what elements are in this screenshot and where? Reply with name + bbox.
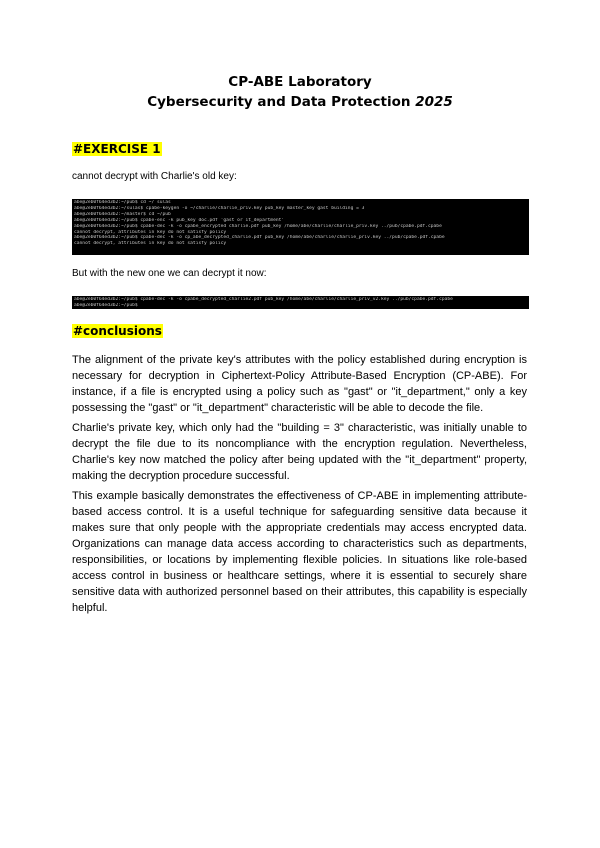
terminal-line: abe@2eb0f64ed3b2:~/pub$ cd ~/ sulas [74, 200, 171, 205]
terminal-line: abe@2eb0f64ed3b2:~/master$ cd ~/pub [74, 211, 171, 217]
terminal-line: cannot decrypt, attributes in key do not satisfy policy [74, 229, 227, 235]
terminal-screenshot-new-key [72, 296, 529, 309]
conclusions-paragraph-1: The alignment of the private key's attributes with the policy established during encryption is necessary for decryption in Ciphertext-Policy Attribute-Based Encryption (CP-ABE). For instance, if a file is encrypted using a policy such as "gast" or "it_department," only a key possessing the "gast" or "it_department" characteristic will be able to decode the file. [72, 354, 527, 414]
terminal-line: cannot decrypt, attributes in key do not satisfy policy [74, 241, 227, 247]
conclusions-heading-text: #conclusions [73, 324, 162, 338]
exercise-heading [72, 142, 162, 156]
conclusions-paragraph-3: This example basically demonstrates the effectiveness of CP-ABE in implementing attribute-based access control. It is a useful technique for safeguarding sensitive data because it makes sure that only people with the appropriate credentials may access encrypted data. Organizations can manage data access according to characteristics such as departments, responsibilities, or locations by implementing flexible policies. In situations like role-based access control in business or healthcare settings, where it is essential to securely share sensitive data with authorized personnel based on their attributes, this capability is especially helpful. [72, 490, 527, 614]
subtitle-year: 2025 [415, 94, 453, 110]
exercise-intro: cannot decrypt with Charlie's old key: [72, 171, 237, 182]
conclusions-heading [72, 324, 163, 338]
exercise-heading-text: #EXERCISE 1 [73, 142, 161, 156]
terminal-line: abe@2eb0f64ed3b2:~/sulas$ cpabe-keygen -o ~/charlie/charlie_priv.key pub_key master_key gast building = 3 [74, 205, 365, 211]
terminal-line: abe@2eb0f64ed3b2:~/pub$ cpabe-enc -k pub_key doc.pdf 'gast or it_department' [74, 217, 285, 223]
document-title: CP-ABE Laboratory [228, 74, 372, 90]
terminal-line: abe@2eb0f64ed3b2:~/pub$ cpabe-dec -k -o cpabe_decrypted_charlie2.pdf pub_key /home/abe/charlie/charlie_priv_v2.key ../pub/cpabe.pdf.cpabe [74, 297, 453, 302]
exercise-after: But with the new one we can decrypt it now: [72, 268, 267, 279]
terminal-screenshot-old-key [72, 199, 529, 255]
subtitle-course: Cybersecurity and Data Protection [147, 94, 416, 110]
terminal-line: abe@2eb0f64ed3b2:~/pub$ cpabe-dec -k -o cp_abe_decrypted_charlie.pdf pub_key /home/abe/charlie/charlie_priv.key ../pub/cpabe.pdf.cpabe [74, 235, 445, 241]
document-subtitle [0, 94, 600, 110]
conclusions-paragraph-2: Charlie's private key, which only had the "building = 3" characteristic, was initially unable to decrypt the file due to its noncompliance with the encryption regulation. Nevertheless, Charlie's key now matched the policy after being updated with the "it_department" property, making the decryption procedure successful. [72, 422, 527, 482]
terminal-line: abe@2eb0f64ed3b2:~/pub$ [74, 302, 138, 308]
terminal-line: abe@2eb0f64ed3b2:~/pub$ cpabe-dec -k -o cpabe_encrypted charlie.pdf pub_key /home/abe/charlie/charlie_priv.key ../pub/cpabe.pdf.cpabe [74, 223, 442, 229]
